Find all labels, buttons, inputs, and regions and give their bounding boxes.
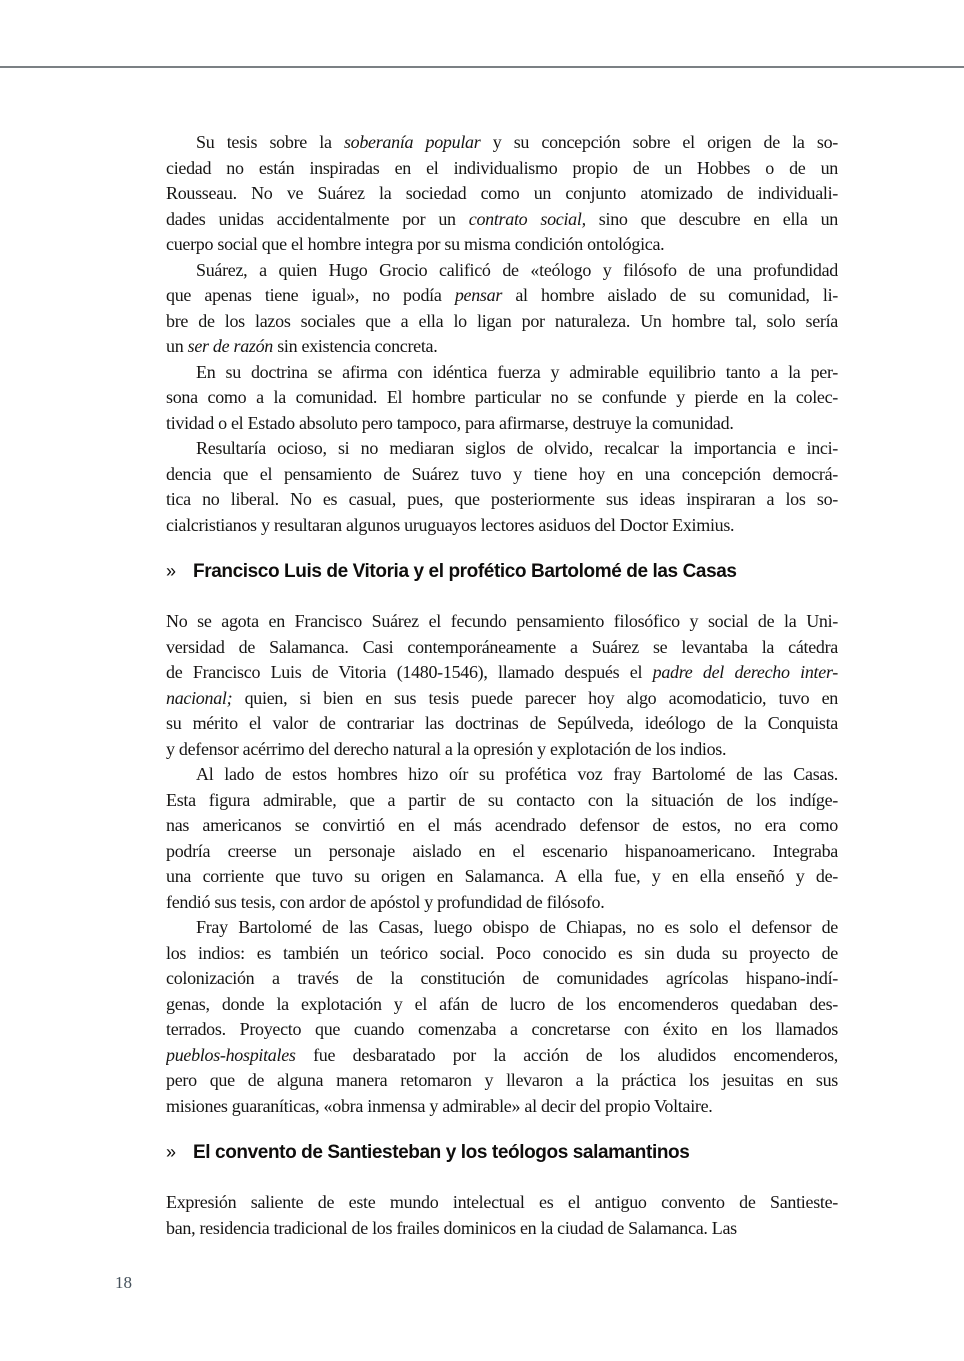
text-line xyxy=(166,156,838,182)
text-line xyxy=(166,487,838,513)
text-line xyxy=(166,711,838,737)
text-line xyxy=(166,411,838,437)
section-heading-text: Francisco Luis de Vitoria y el profético Bartolomé de las Casas xyxy=(193,561,737,582)
body-text: dencia que el pensamiento de Suárez tuvo y tiene hoy en una concepción democrá- xyxy=(166,463,838,484)
text-line xyxy=(166,360,838,386)
italic-text: pensar xyxy=(454,285,503,305)
text-line xyxy=(166,1043,838,1069)
page-number: 18 xyxy=(115,1273,132,1292)
text-line xyxy=(166,915,838,941)
body-text: de Francisco Luis de Vitoria (1480-1546), llamado después el xyxy=(166,662,653,682)
paragraph xyxy=(166,130,838,258)
text-line xyxy=(166,232,838,258)
text-line xyxy=(166,1094,838,1120)
text-line xyxy=(166,513,838,539)
body-text: una corriente que tuvo su origen en Salamanca. A ella fue, y en ella enseñó y de- xyxy=(166,866,838,886)
paragraph xyxy=(166,436,838,538)
text-line xyxy=(166,762,838,788)
italic-text: soberanía popular xyxy=(343,132,481,152)
body-text: al hombre aislado de su comunidad, li- xyxy=(502,285,838,305)
body-text: un xyxy=(166,336,188,356)
body-text: fue desbaratado por la acción de los aludidos encomenderos, xyxy=(295,1044,838,1065)
body-text: genas, donde la explotación y el afán de lucro de los encomenderos quedaban des- xyxy=(166,993,838,1014)
body-text: nas americanos se convirtió en el más acendrado defensor de estos, no era como xyxy=(166,815,838,835)
body-text: dades unidas accidentalmente por un xyxy=(166,208,469,229)
section-heading xyxy=(166,558,838,585)
header-rule xyxy=(0,66,964,68)
body-text: que apenas tiene igual», no podía xyxy=(166,285,455,305)
text-line xyxy=(166,941,838,967)
text-line xyxy=(166,992,838,1018)
body-text: y su concepción sobre el origen de la so- xyxy=(480,132,838,152)
italic-text: padre del derecho inter- xyxy=(652,662,838,682)
text-line xyxy=(166,283,838,309)
text-line xyxy=(166,181,838,207)
body-text: Resultaría ocioso, si no mediaran siglos de olvido, recalcar la importancia e inci- xyxy=(196,438,838,458)
text-line xyxy=(166,1068,838,1094)
text-line xyxy=(166,1017,838,1043)
text-line xyxy=(166,788,838,814)
text-line xyxy=(166,813,838,839)
text-line xyxy=(166,966,838,992)
body-text: Al lado de estos hombres hizo oír su profética voz fray Bartolomé de las Casas. xyxy=(196,764,838,784)
text-line xyxy=(166,660,838,686)
body-text: quien, si bien en sus tesis puede parecer hoy algo acomodaticio, tuvo en xyxy=(232,687,838,708)
text-line xyxy=(166,334,838,360)
body-text: su mérito el valor de contrariar las doctrinas de Sepúlveda, ideólogo de la Conquista xyxy=(166,713,838,733)
text-line xyxy=(166,686,838,712)
text-line xyxy=(166,609,838,635)
body-text: colonización a través de la constitución de comunidades agrícolas hispano-indí- xyxy=(166,968,838,988)
body-text: tica no liberal. No es casual, pues, que posteriormente sus ideas inspiraran a los so- xyxy=(166,489,838,509)
italic-text: ser de razón xyxy=(187,336,274,356)
body-text: Suárez, a quien Hugo Grocio calificó de «teólogo y filósofo de una profundidad xyxy=(196,259,838,280)
guillemet-marker: » xyxy=(166,1142,176,1162)
text-line xyxy=(166,309,838,335)
body-text: sona como a la comunidad. El hombre particular no se confunde y pierde en la colec- xyxy=(166,387,838,407)
body-text: ban, residencia tradicional de los frailes dominicos en la ciudad de Salamanca. Las xyxy=(166,1217,737,1238)
body-text: bre de los lazos sociales que a ella lo ligan por naturaleza. Un hombre tal, solo sería xyxy=(166,310,838,331)
body-text: terrados. Proyecto que cuando comenzaba a concretarse con éxito en los llamados xyxy=(166,1019,838,1039)
italic-text: pueblos-hospitales xyxy=(166,1044,296,1065)
body-text: cialcristianos y resultaran algunos uruguayos lectores asiduos del Doctor Eximius. xyxy=(166,514,735,535)
body-text: sin existencia concreta. xyxy=(273,336,438,356)
italic-text: contrato social, xyxy=(468,208,586,229)
paragraph xyxy=(166,1190,838,1241)
paragraph xyxy=(166,915,838,1119)
paragraph xyxy=(166,258,838,360)
text-column xyxy=(166,130,838,1241)
body-text: sino que descubre en ella un xyxy=(585,208,838,229)
italic-text: nacional; xyxy=(166,687,233,708)
guillemet-marker: » xyxy=(166,561,176,581)
text-line xyxy=(166,436,838,462)
body-text: Esta figura admirable, que a partir de su contacto con la situación de los indíge- xyxy=(166,789,838,810)
text-line xyxy=(166,1216,838,1242)
text-line xyxy=(166,864,838,890)
text-line xyxy=(166,385,838,411)
body-text: Su tesis sobre la xyxy=(196,132,344,152)
text-line xyxy=(166,130,838,156)
body-text: podría creerse un personaje aislado en el escenario hispanoamericano. Integraba xyxy=(166,840,838,861)
paragraph xyxy=(166,360,838,437)
body-text: tividad o el Estado absoluto pero tampoco, para afirmarse, destruye la comunidad. xyxy=(166,412,734,433)
paragraph xyxy=(166,762,838,915)
body-text: pero que de alguna manera retomaron y llevaron a la práctica los jesuitas en sus xyxy=(166,1070,838,1090)
text-line xyxy=(166,462,838,488)
body-text: En su doctrina se afirma con idéntica fuerza y admirable equilibrio tanto a la per- xyxy=(196,361,838,382)
text-line xyxy=(166,258,838,284)
body-text: No se agota en Francisco Suárez el fecundo pensamiento filosófico y social de la Uni- xyxy=(166,611,838,631)
text-line xyxy=(166,839,838,865)
body-text: cuerpo social que el hombre integra por su misma condición ontológica. xyxy=(166,234,665,254)
text-line xyxy=(166,890,838,916)
text-line xyxy=(166,207,838,233)
text-line xyxy=(166,1190,838,1216)
text-line xyxy=(166,737,838,763)
paragraph xyxy=(166,609,838,762)
body-text: Fray Bartolomé de las Casas, luego obispo de Chiapas, no es solo el defensor de xyxy=(196,917,838,937)
body-text: Rousseau. No ve Suárez la sociedad como un conjunto atomizado de individuali- xyxy=(166,183,838,203)
text-line xyxy=(166,635,838,661)
body-text: ciedad no están inspiradas en el individualismo propio de un Hobbes o de un xyxy=(166,157,838,178)
section-heading-text: El convento de Santiesteban y los teólogos salamantinos xyxy=(193,1142,690,1163)
body-text: Expresión saliente de este mundo intelectual es el antiguo convento de Santieste- xyxy=(166,1192,838,1212)
body-text: los indios: es también un teórico social. Poco conocido es sin duda su proyecto de xyxy=(166,942,838,963)
section-heading xyxy=(166,1139,838,1166)
body-text: misiones guaraníticas, «obra inmensa y admirable» al decir del propio Voltaire. xyxy=(166,1095,713,1116)
body-text: y defensor acérrimo del derecho natural a la opresión y explotación de los indios. xyxy=(166,738,727,759)
body-text: versidad de Salamanca. Casi contemporáneamente a Suárez se levantaba la cátedra xyxy=(166,636,838,657)
body-text: fendió sus tesis, con ardor de apóstol y profundidad de filósofo. xyxy=(166,891,605,912)
